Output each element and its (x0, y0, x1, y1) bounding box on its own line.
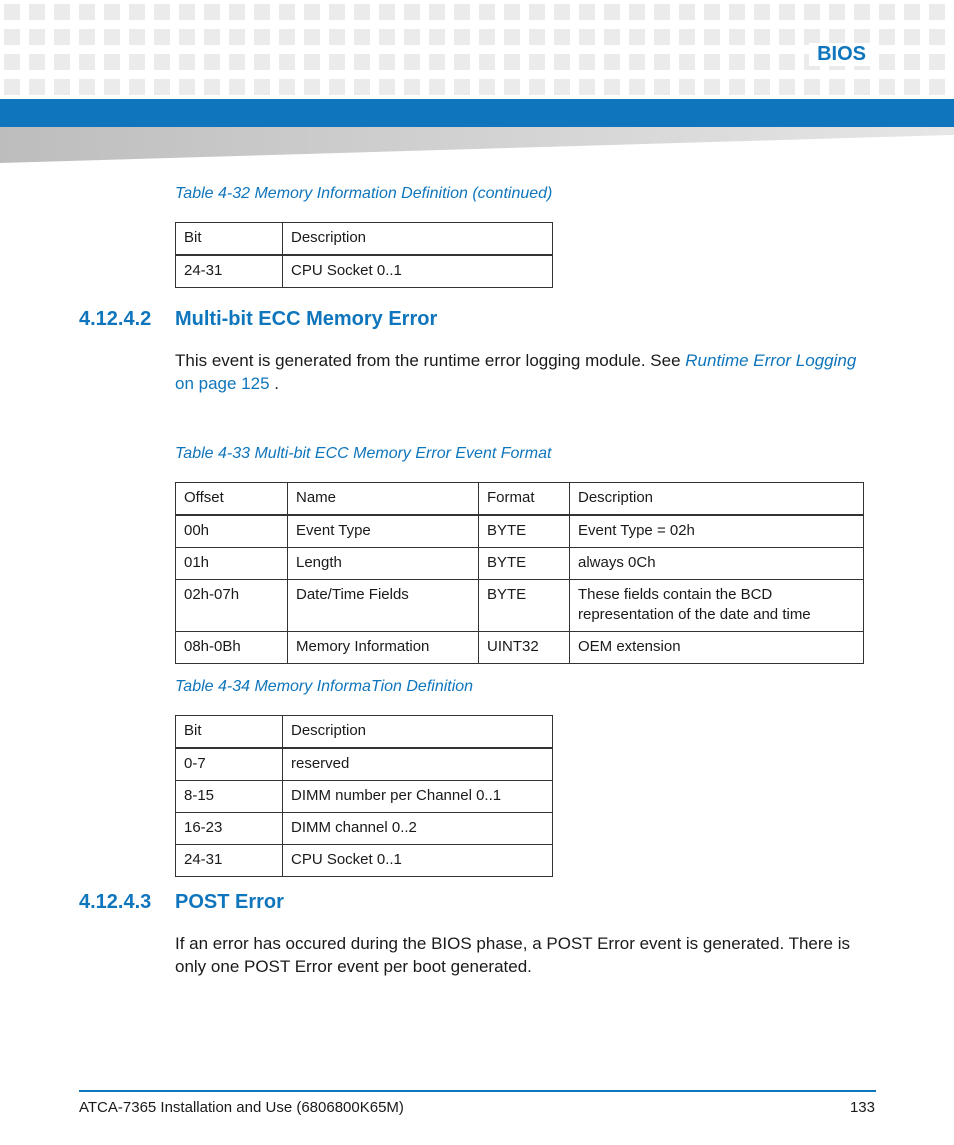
page-reference-link[interactable]: on page 125 (175, 374, 270, 393)
table-cell: CPU Socket 0..1 (283, 845, 553, 877)
table-row (176, 632, 864, 664)
table-32 (175, 222, 553, 288)
section-title: Multi-bit ECC Memory Error (175, 308, 438, 330)
section-number: 4.12.4.3 (79, 891, 152, 913)
table-cell: 24-31 (176, 845, 283, 877)
table-cell: OEM extension (570, 632, 864, 664)
table-cell: always 0Ch (570, 548, 864, 580)
table-cell: 00h (176, 515, 288, 548)
header-gray-wedge (0, 127, 954, 163)
table-row (176, 781, 553, 813)
table-header-row (176, 483, 864, 516)
section-title: POST Error (175, 891, 284, 913)
table-row (176, 748, 553, 781)
table-cell: 01h (176, 548, 288, 580)
runtime-error-logging-link[interactable]: Runtime Error Logging (685, 351, 857, 370)
page-number: 133 (849, 1099, 875, 1116)
table-row (176, 255, 553, 288)
table-cell: 0-7 (176, 748, 283, 781)
section-number: 4.12.4.2 (79, 308, 152, 330)
table-cell: UINT32 (479, 632, 570, 664)
post-paragraph: If an error has occured during the BIOS phase, a POST Error event is generated. There is only one POST Error event per boot generated. (175, 934, 851, 976)
table-row (176, 845, 553, 877)
ecc-paragraph (175, 349, 875, 395)
table-header-cell: Bit (176, 716, 283, 749)
table-cell: 02h-07h (176, 580, 288, 632)
paragraph-text-end: . (269, 374, 279, 393)
table-header-cell: Offset (176, 483, 288, 516)
table-header-cell: Description (570, 483, 864, 516)
table-cell: DIMM channel 0..2 (283, 813, 553, 845)
footer-rule (79, 1090, 876, 1092)
table-34 (175, 715, 553, 877)
paragraph-text: This event is generated from the runtime error logging module. See (175, 351, 686, 370)
table-header-cell: Description (283, 223, 553, 256)
table-33-caption: Table 4-33 Multi-bit ECC Memory Error Event Format (175, 445, 552, 462)
table-row (176, 580, 864, 632)
table-34-caption: Table 4-34 Memory InformaTion Definition (175, 678, 474, 695)
table-header-cell: Format (479, 483, 570, 516)
table-cell: Date/Time Fields (288, 580, 479, 632)
table-row (176, 515, 864, 548)
table-32-caption: Table 4-32 Memory Information Definition (continued) (175, 185, 553, 202)
table-cell: Length (288, 548, 479, 580)
table-cell: 24-31 (176, 255, 283, 288)
table-header-row (176, 716, 553, 749)
section-heading-ecc (79, 308, 437, 331)
table-cell: These fields contain the BCD representation of the date and time (570, 580, 864, 632)
table-cell: Event Type = 02h (570, 515, 864, 548)
table-cell: reserved (283, 748, 553, 781)
table-cell: CPU Socket 0..1 (283, 255, 553, 288)
table-header-cell: Bit (176, 223, 283, 256)
section-heading-post (79, 891, 284, 914)
table-header-cell: Name (288, 483, 479, 516)
table-header-cell: Description (283, 716, 553, 749)
table-cell: 08h-0Bh (176, 632, 288, 664)
chapter-title: BIOS (809, 43, 874, 66)
table-cell: Event Type (288, 515, 479, 548)
table-cell: 8-15 (176, 781, 283, 813)
table-cell: BYTE (479, 515, 570, 548)
table-33 (175, 482, 864, 664)
header-blue-band (0, 99, 954, 127)
table-cell: DIMM number per Channel 0..1 (283, 781, 553, 813)
table-cell: BYTE (479, 548, 570, 580)
table-cell: 16-23 (176, 813, 283, 845)
table-row (176, 548, 864, 580)
table-cell: Memory Information (288, 632, 479, 664)
table-cell: BYTE (479, 580, 570, 632)
table-row (176, 813, 553, 845)
table-header-row (176, 223, 553, 256)
footer-document-title: ATCA-7365 Installation and Use (6806800K65M) (79, 1099, 404, 1116)
